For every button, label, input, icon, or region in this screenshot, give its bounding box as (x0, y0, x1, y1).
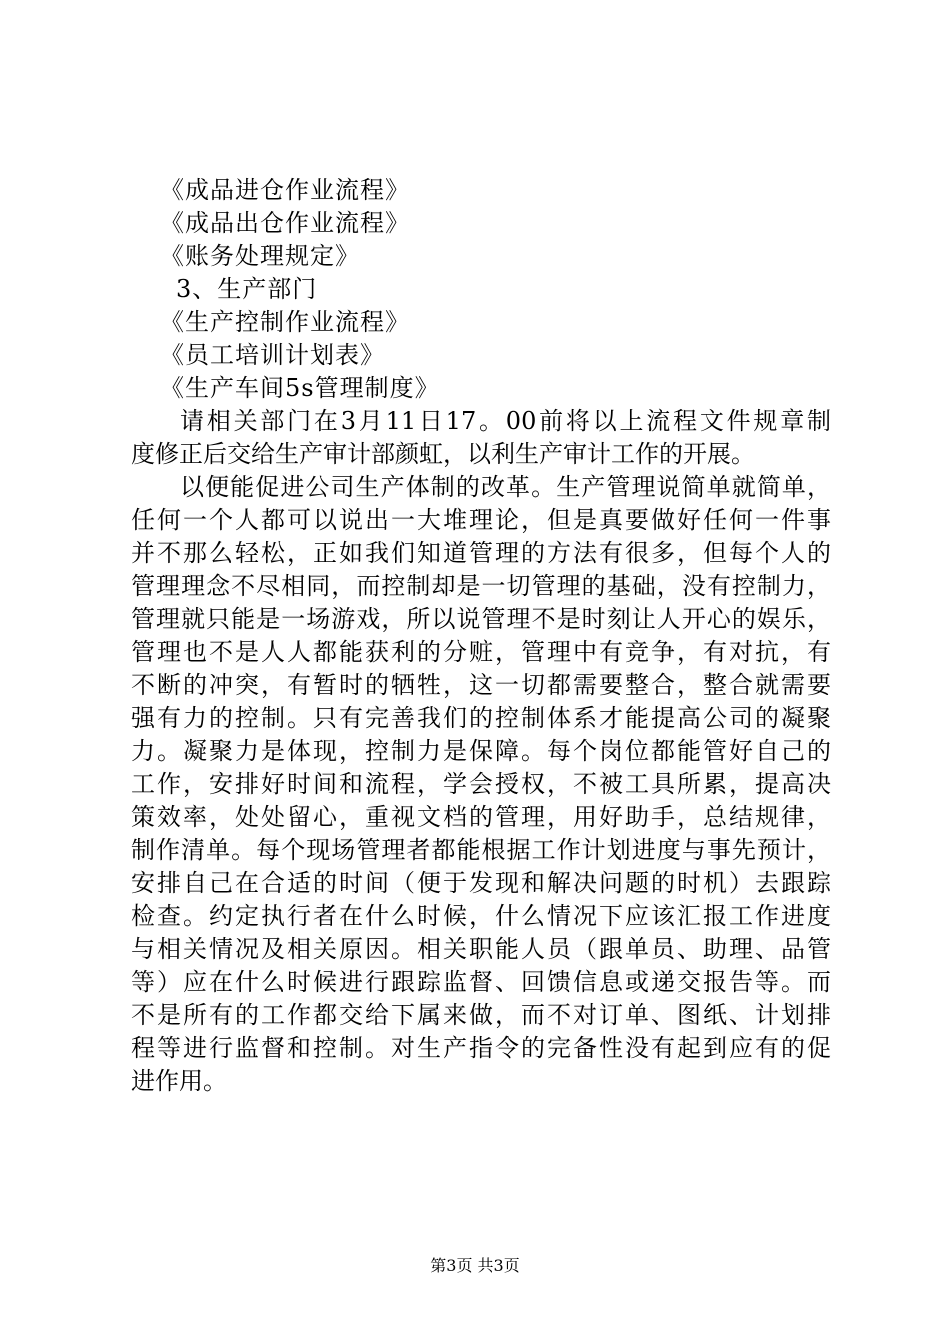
body-line: 管理就只能是一场游戏，所以说管理不是时刻让人开心的娱乐， (131, 605, 831, 633)
body-line: 等）应在什么时候进行跟踪监督、回馈信息或递交报告等。而 (131, 968, 831, 996)
body-line: 不断的冲突，有暂时的牺牲，这一切都需要整合，整合就需要 (131, 671, 831, 699)
body-line: 工作，安排好时间和流程，学会授权，不被工具所累，提高决 (131, 770, 831, 798)
body-line: 不是所有的工作都交给下属来做，而不对订单、图纸、计划排 (131, 1001, 831, 1029)
body-line: 程等进行监督和控制。对生产指令的完备性没有起到应有的促 (131, 1034, 831, 1062)
list-item-finished-goods-out: 《成品出仓作业流程》 (160, 209, 410, 237)
list-item-production-control: 《生产控制作业流程》 (160, 308, 410, 336)
body-line: 检查。约定执行者在什么时候，什么情况下应该汇报工作进度 (131, 902, 831, 930)
section-heading-production: 3、生产部门 (176, 275, 318, 303)
body-line: 以便能促进公司生产体制的改革。生产管理说简单就简单， (180, 473, 831, 501)
body-line: 管理理念不尽相同，而控制却是一切管理的基础，没有控制力， (131, 572, 831, 600)
body-line: 强有力的控制。只有完善我们的控制体系才能提高公司的凝聚 (131, 704, 831, 732)
body-line: 力。凝聚力是体现，控制力是保障。每个岗位都能管好自己的 (131, 737, 831, 765)
body-line: 任何一个人都可以说出一大堆理论，但是真要做好任何一件事 (131, 506, 831, 534)
list-item-accounting-rules: 《账务处理规定》 (160, 242, 360, 270)
body-line: 安排自己在合适的时间（便于发现和解决问题的时机）去跟踪 (131, 869, 831, 897)
notice-line: 度修正后交给生产审计部颜虹，以利生产审计工作的开展。 (131, 440, 755, 468)
page-number-footer: 第3页 共3页 (430, 1256, 520, 1275)
body-line: 与相关情况及相关原因。相关职能人员（跟单员、助理、品管 (131, 935, 831, 963)
list-item-workshop-5s: 《生产车间5s管理制度》 (160, 374, 440, 402)
body-line: 策效率，处处留心，重视文档的管理，用好助手，总结规律， (131, 803, 831, 831)
body-line: 进作用。 (131, 1067, 227, 1095)
body-line: 管理也不是人人都能获利的分赃，管理中有竞争，有对抗，有 (131, 638, 831, 666)
body-line: 并不那么轻松，正如我们知道管理的方法有很多，但每个人的 (131, 539, 831, 567)
list-item-finished-goods-in: 《成品进仓作业流程》 (160, 176, 410, 204)
notice-line: 请相关部门在3月11日17。00前将以上流程文件规章制 (180, 407, 831, 435)
body-line: 制作清单。每个现场管理者都能根据工作计划进度与事先预计， (131, 836, 831, 864)
list-item-staff-training: 《员工培训计划表》 (160, 341, 385, 369)
